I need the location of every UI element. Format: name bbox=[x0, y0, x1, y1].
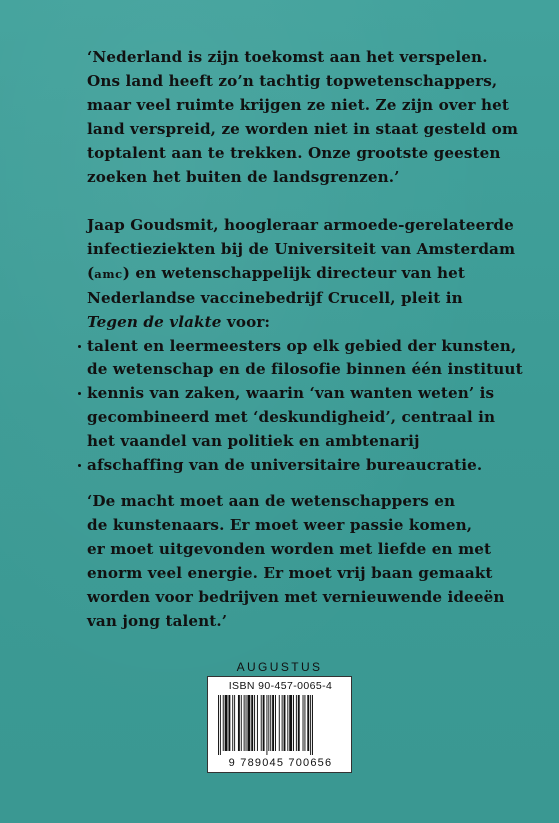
bio-line bbox=[87, 262, 527, 287]
isbn-number: ISBN 90-457-0065-4 bbox=[228, 680, 333, 692]
barcode bbox=[207, 676, 352, 773]
quote-line: ‘Nederland is zijn toekomst aan het verspelen. bbox=[87, 48, 488, 66]
paren-open: ( bbox=[87, 263, 95, 282]
bio-line: Nederlandse vaccinebedrijf Crucell, pleit in bbox=[87, 288, 463, 307]
quote-line: de kunstenaars. Er moet weer passie komen, bbox=[87, 515, 473, 534]
book-title: Tegen de vlakte bbox=[87, 312, 222, 331]
quote-line: maar veel ruimte krijgen ze niet. Ze zijn over het bbox=[87, 95, 510, 114]
bullet-dot bbox=[78, 392, 81, 395]
bullet-text: afschaffing van de universitaire bureaucratie. bbox=[87, 456, 483, 475]
quote-line: van jong talent.’ bbox=[87, 611, 228, 630]
quote-line: worden voor bedrijven met vernieuwende ideeën bbox=[87, 587, 505, 606]
quote-line: toptalent aan te trekken. Onze grootste geesten bbox=[87, 143, 501, 162]
bio-line-rest: voor: bbox=[221, 312, 271, 331]
bullet-continuation: het vaandel van politiek en ambtenarij bbox=[87, 432, 420, 451]
quote-line: er moet uitgevonden worden met liefde en met bbox=[87, 539, 492, 558]
bullet-continuation: de wetenschap en de filosofie binnen één instituut bbox=[87, 360, 523, 379]
bio-line bbox=[87, 311, 527, 335]
bio-line: Jaap Goudsmit, hoogleraar armoede-gerelateerde bbox=[87, 216, 514, 234]
bullet-text: talent en leermeesters op elk gebied der kunsten, bbox=[87, 336, 517, 355]
bullet-dot bbox=[78, 345, 81, 348]
ean-number: 9 789045 700656 bbox=[228, 757, 333, 769]
barcode-bars bbox=[218, 695, 343, 755]
opening-quote bbox=[87, 46, 527, 189]
author-description bbox=[87, 214, 527, 478]
bio-line-rest: ) en wetenschappelijk directeur van het bbox=[122, 263, 465, 282]
quote-line: land verspreid, ze worden niet in staat gesteld om bbox=[87, 119, 519, 138]
institution-abbreviation: amc bbox=[94, 266, 123, 281]
bullet-continuation: gecombineerd met ‘deskundigheid’, centraal in bbox=[87, 408, 496, 427]
quote-line: Ons land heeft zo’n tachtig topwetenschappers, bbox=[87, 71, 498, 90]
bullet-item bbox=[87, 335, 527, 359]
bio-line: infectieziekten bij de Universiteit van Amsterdam bbox=[87, 239, 516, 258]
closing-quote bbox=[87, 490, 527, 633]
bullet-item bbox=[87, 454, 527, 478]
bullet-item bbox=[87, 382, 527, 406]
publisher-name: AUGUSTUS bbox=[236, 660, 323, 674]
bullet-text: kennis van zaken, waarin ‘van wanten weten’ is bbox=[87, 384, 495, 403]
bullet-dot bbox=[78, 464, 81, 467]
quote-line: ‘De macht moet aan de wetenschappers en bbox=[87, 492, 456, 510]
quote-line: zoeken het buiten de landsgrenzen.’ bbox=[87, 167, 400, 186]
quote-line: enorm veel energie. Er moet vrij baan gemaakt bbox=[87, 563, 493, 582]
